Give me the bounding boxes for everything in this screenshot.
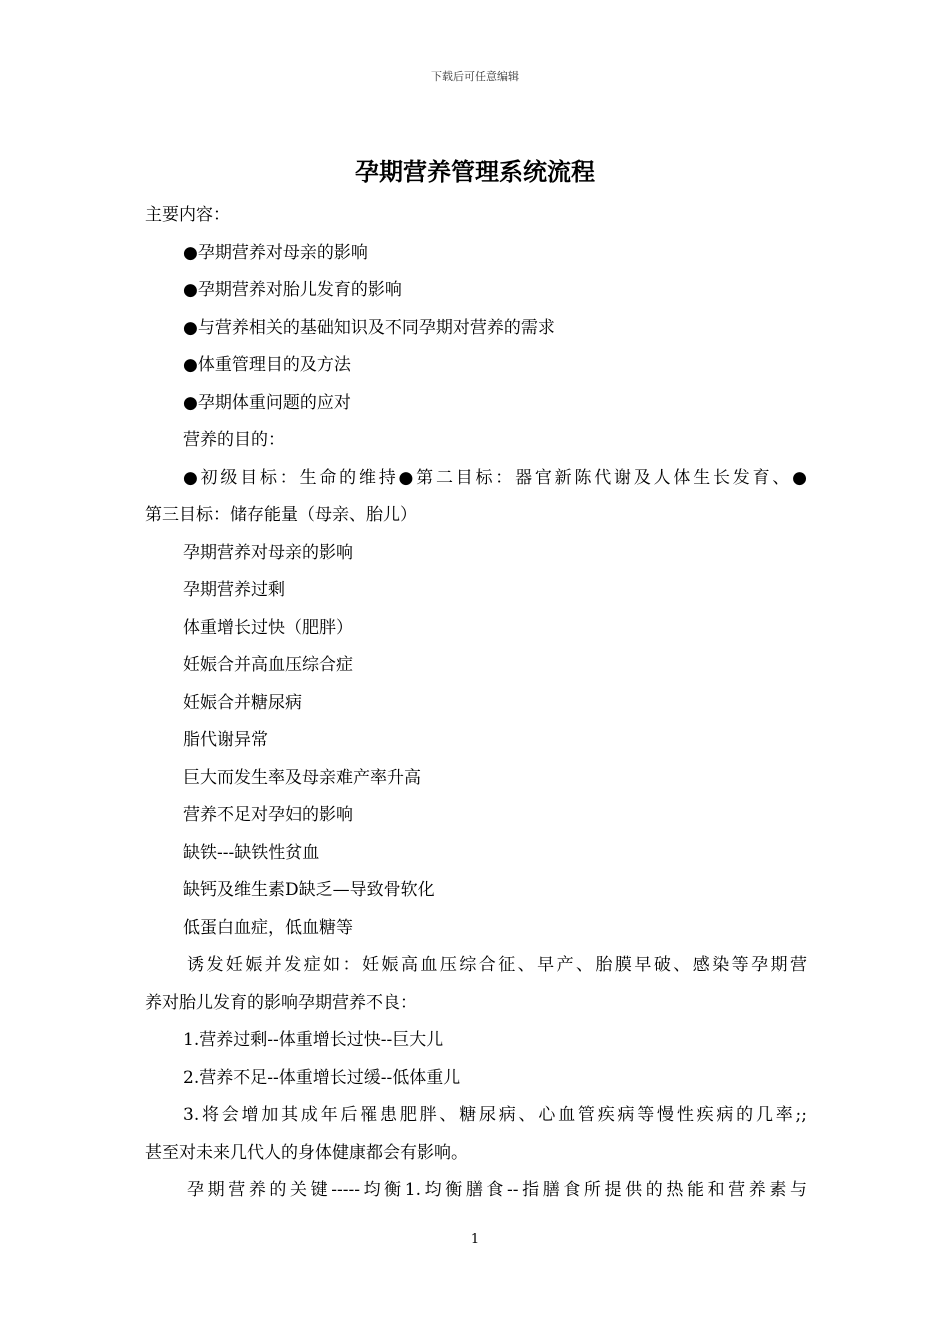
paragraph-line: 缺铁---缺铁性贫血 [183,842,320,863]
bullet-item: ●体重管理目的及方法 [183,355,351,375]
paragraph-line: 低蛋白血症，低血糖等 [183,917,353,938]
header-note: 下载后可任意编辑 [431,70,519,83]
paragraph-line: 妊娠合并糖尿病 [183,692,302,713]
page-number: 1 [470,1232,480,1247]
paragraph-line: 甚至对未来几代人的身体健康都会有影响。 [145,1142,468,1163]
paragraph-line: 妊娠合并高血压综合症 [183,655,353,675]
paragraph-line: 诱发妊娠并发症如：妊娠高血压综合征、早产、胎膜早破、感染等孕期营 [187,955,807,975]
paragraph-line: 3.将会增加其成年后罹患肥胖、糖尿病、心血管疾病等慢性疾病的几率;; [183,1105,807,1125]
paragraph-line: 巨大而发生率及母亲难产率升高 [183,767,421,788]
bullet-item: ●孕期体重问题的应对 [183,392,351,413]
paragraph-line: 脂代谢异常 [183,730,268,750]
paragraph-line: 缺钙及维生素D缺乏—导致骨软化 [183,880,435,900]
section-heading-main-content: 主要内容： [145,205,230,225]
bullet-item: ●与营养相关的基础知识及不同孕期对营养的需求 [183,317,555,338]
bullet-item: ●孕期营养对胎儿发育的影响 [183,280,402,300]
paragraph-line: 营养的目的： [183,430,285,450]
paragraph-line: 养对胎儿发育的影响孕期营养不良： [145,992,417,1013]
paragraph-line: 营养不足对孕妇的影响 [183,805,353,825]
paragraph-line: 2.营养不足--体重增长过缓--低体重儿 [183,1067,461,1088]
paragraph-line: 孕期营养过剩 [183,580,285,600]
document-title: 孕期营养管理系统流程 [355,158,595,186]
document-body [145,197,807,1210]
paragraph-line: 孕期营养的关键-----均衡1.均衡膳食--指膳食所提供的热能和营养素与 [187,1180,807,1200]
paragraph-line: ●初级目标：生命的维持●第二目标：器官新陈代谢及人体生长发育、● [183,467,807,488]
paragraph-line: 孕期营养对母亲的影响 [183,542,353,563]
bullet-item: ●孕期营养对母亲的影响 [183,242,368,263]
paragraph-line: 1.营养过剩--体重增长过快--巨大儿 [183,1030,444,1050]
paragraph-line: 第三目标：储存能量（母亲、胎儿） [145,505,417,525]
paragraph-line: 体重增长过快（肥胖） [183,617,353,638]
